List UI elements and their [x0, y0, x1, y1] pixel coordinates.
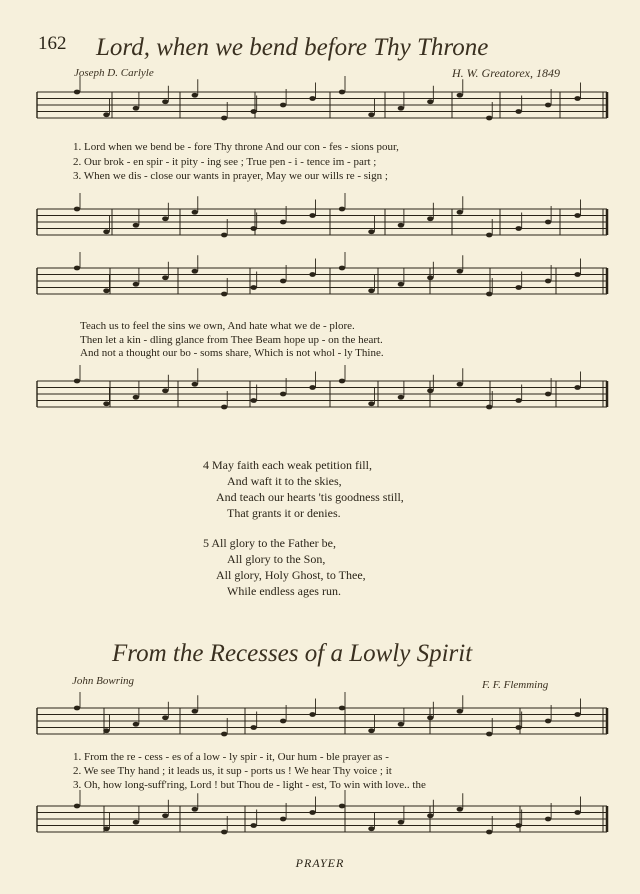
stanza-line: 4 May faith each weak petition fill,	[203, 458, 372, 472]
author-credit: Joseph D. Carlyle	[74, 67, 154, 79]
stanza-line: All glory to the Son,	[227, 552, 326, 566]
lyric-line: Then let a kin - dling glance from Thee Beam hope up - on the heart.	[80, 334, 383, 346]
page-number: 162	[38, 33, 67, 54]
author-credit: John Bowring	[72, 675, 135, 687]
stanza-line: And waft it to the skies,	[227, 474, 342, 488]
lyric-line: 1. From the re - cess - es of a low - ly spir - it, Our hum - ble prayer as -	[73, 751, 389, 763]
lyric-line: 2. We see Thy hand ; it leads us, it sup - ports us ! We hear Thy voice ; it	[73, 765, 392, 777]
lyric-line: And not a thought our bo - soms share, Which is not whol - ly Thine.	[80, 347, 384, 359]
page-footer: PRAYER	[295, 856, 345, 870]
composer-credit: F. F. Flemming	[482, 679, 549, 691]
hymn-title: From the Recesses of a Lowly Spirit	[112, 640, 473, 667]
lyric-line: 2. Our brok - en spir - it pity - ing see ; True pen - i - tence im - part ;	[73, 156, 377, 168]
stanza-line: That grants it or denies.	[227, 506, 341, 520]
stanza-line: And teach our hearts 'tis goodness still,	[216, 490, 404, 504]
lyric-line: 3. When we dis - close our wants in prayer, May we our wills re - sign ;	[73, 170, 388, 182]
stanza-line: All glory, Holy Ghost, to Thee,	[216, 568, 366, 582]
lyric-line: 3. Oh, how long-suff'ring, Lord ! but Thou de - light - est, To win with love.. the	[73, 779, 426, 791]
stanza-line: While endless ages run.	[227, 584, 341, 598]
lyric-line: Teach us to feel the sins we own, And hate what we de - plore.	[80, 320, 355, 332]
stanza-line: 5 All glory to the Father be,	[203, 536, 336, 550]
lyric-line: 1. Lord when we bend be - fore Thy throne And our con - fes - sions pour,	[73, 141, 399, 153]
hymn-title: Lord, when we bend before Thy Throne	[96, 34, 489, 61]
composer-credit: H. W. Greatorex, 1849	[452, 66, 560, 80]
